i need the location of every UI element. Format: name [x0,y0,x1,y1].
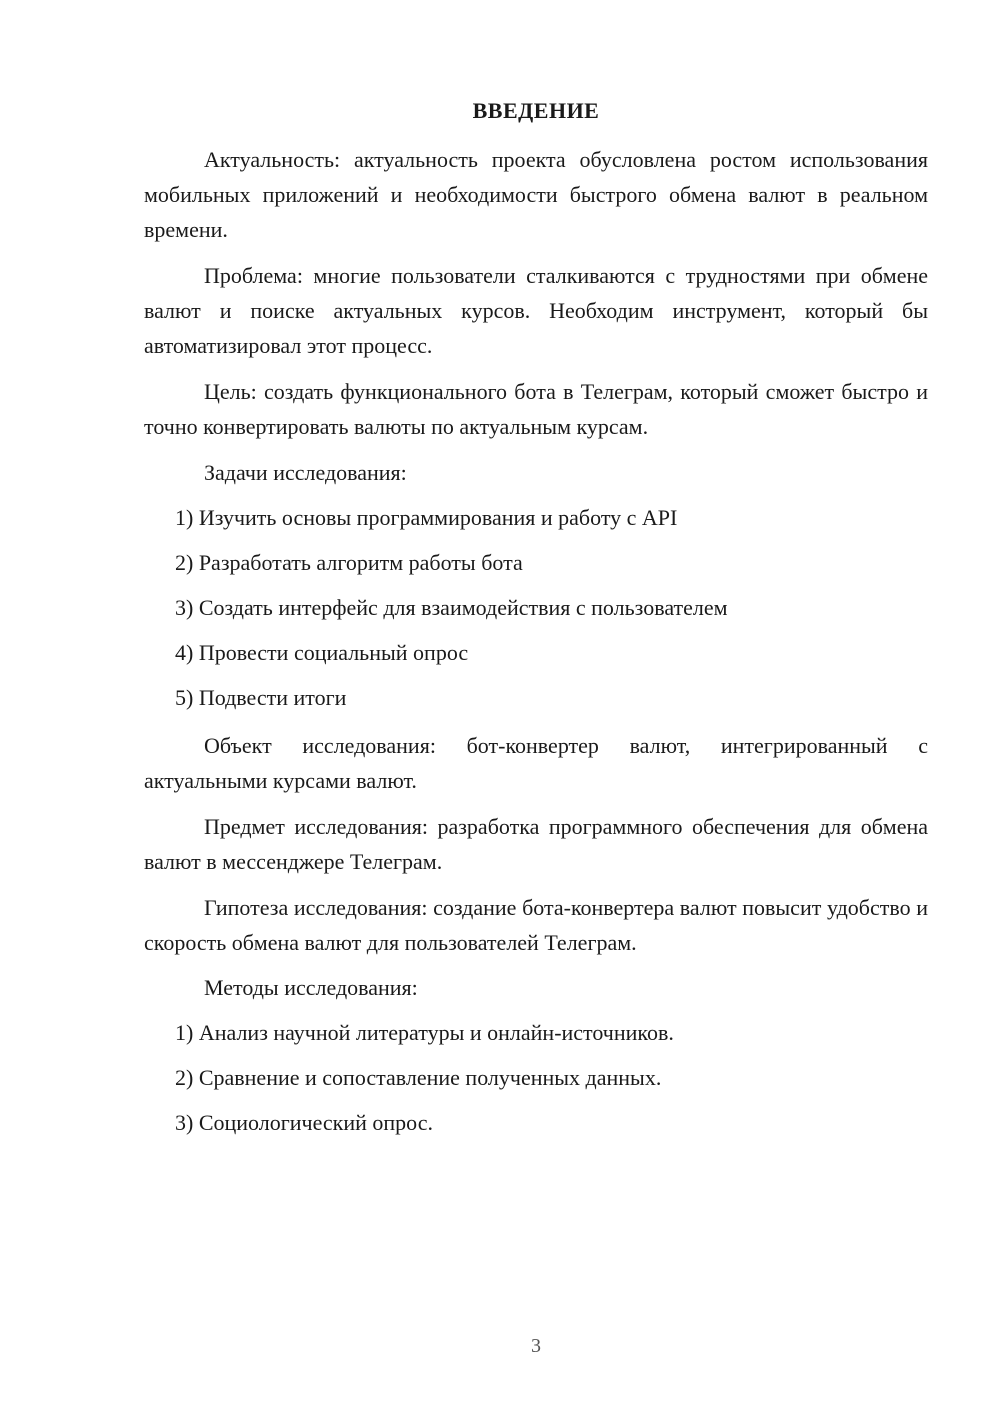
method-item-1: 1) Анализ научной литературы и онлайн-источников. [175,1020,674,1045]
task-item-4: 4) Провести социальный опрос [175,640,469,665]
method-item-2: 2) Сравнение и сопоставление полученных данных. [175,1065,662,1090]
paragraph-relevance: Актуальность: актуальность проекта обусловлена ростом использования мобильных приложений и необходимости быстрого обмена валют в реальном времени. [144,147,928,242]
method-item-3: 3) Социологический опрос. [175,1110,433,1135]
methods-heading: Методы исследования: [204,975,418,1000]
paragraph-problem: Проблема: многие пользователи сталкиваются с трудностями при обмене валют и поиске актуальных курсов. Необходим инструмент, который бы автоматизировал этот процесс. [144,263,928,358]
task-item-3: 3) Создать интерфейс для взаимодействия с пользователем [175,595,728,620]
page-number: 3 [531,1335,541,1357]
paragraph-subject: Предмет исследования: разработка программного обеспечения для обмена валют в мессенджере Телеграм. [144,814,928,874]
task-item-1: 1) Изучить основы программирования и работу с API [175,505,678,530]
paragraph-hypothesis: Гипотеза исследования: создание бота-конвертера валют повысит удобство и скорость обмена валют для пользователей Телеграм. [144,895,928,955]
task-item-5: 5) Подвести итоги [175,685,347,710]
section-title: ВВЕДЕНИЕ [472,98,600,123]
paragraph-goal: Цель: создать функционального бота в Телеграм, который сможет быстро и точно конвертировать валюты по актуальным курсам. [144,379,928,439]
tasks-heading: Задачи исследования: [204,460,407,485]
paragraph-object: Объект исследования: бот-конвертер валют, интегрированный с актуальными курсами валют. [144,733,928,793]
task-item-2: 2) Разработать алгоритм работы бота [175,550,523,575]
